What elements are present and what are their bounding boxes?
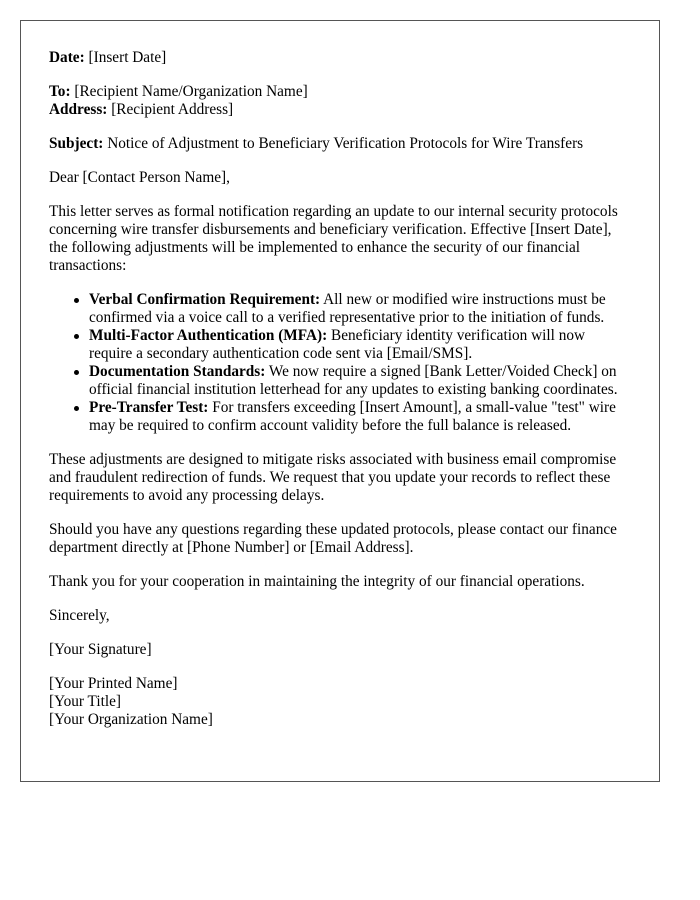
salutation: Dear [Contact Person Name],: [49, 169, 230, 186]
list-item-text: For transfers exceeding [Insert Amount], a small-value "test" wire may be required to confirm account validity before the full balance is released.: [89, 399, 616, 434]
signature-placeholder: [Your Signature]: [49, 641, 152, 658]
bullet-icon: [74, 370, 79, 375]
date-line: [49, 49, 631, 67]
signer-title: [Your Title]: [49, 693, 121, 710]
date-label: Date:: [49, 49, 85, 66]
recipient-block: [49, 83, 631, 119]
list-item-term: Documentation Standards:: [89, 363, 266, 380]
subject-label: Subject:: [49, 135, 104, 152]
to-value: [Recipient Name/Organization Name]: [74, 83, 308, 100]
organization-name: [Your Organization Name]: [49, 711, 213, 728]
letter-document: [20, 20, 660, 782]
sign-off-block: [49, 675, 631, 729]
protocol-list: [49, 291, 631, 435]
list-item: [89, 291, 631, 327]
list-item: [89, 363, 631, 399]
subject-value: Notice of Adjustment to Beneficiary Verification Protocols for Wire Transfers: [107, 135, 584, 152]
bullet-icon: [74, 298, 79, 303]
list-item-term: Verbal Confirmation Requirement:: [89, 291, 321, 308]
printed-name: [Your Printed Name]: [49, 675, 178, 692]
date-value: [Insert Date]: [88, 49, 167, 66]
list-item-term: Multi-Factor Authentication (MFA):: [89, 327, 328, 344]
to-line: [49, 83, 631, 101]
list-item-text: All new or modified wire instructions must be confirmed via a voice call to a verified representative prior to the initiation of funds.: [89, 291, 606, 326]
intro-paragraph: This letter serves as formal notification regarding an update to our internal security protocols concerning wire transfer disbursements and beneficiary verification. Effective [Insert Date], the following adjustments will be implemented to enhance the security of our financial transactions:: [49, 203, 618, 274]
list-item: [89, 327, 631, 363]
subject-line: [49, 135, 631, 153]
bullet-icon: [74, 334, 79, 339]
list-item: [89, 399, 631, 435]
bullet-icon: [74, 406, 79, 411]
list-item-term: Pre-Transfer Test:: [89, 399, 209, 416]
to-label: To:: [49, 83, 71, 100]
thanks-paragraph: Thank you for your cooperation in maintaining the integrity of our financial operations.: [49, 573, 585, 590]
contact-paragraph: Should you have any questions regarding these updated protocols, please contact our finance department directly at [Phone Number] or [Email Address].: [49, 521, 617, 556]
address-line: [49, 101, 631, 119]
address-label: Address:: [49, 101, 108, 118]
list-item-text: Beneficiary identity verification will now require a secondary authentication code sent via [Email/SMS].: [89, 327, 586, 362]
list-item-text: We now require a signed [Bank Letter/Voided Check] on official financial institution letterhead for any updates to existing banking coordinates.: [89, 363, 618, 398]
closing: Sincerely,: [49, 607, 110, 624]
mitigation-paragraph: These adjustments are designed to mitigate risks associated with business email compromise and fraudulent redirection of funds. We request that you update your records to reflect these requirements to avoid any processing delays.: [49, 451, 617, 504]
address-value: [Recipient Address]: [111, 101, 234, 118]
